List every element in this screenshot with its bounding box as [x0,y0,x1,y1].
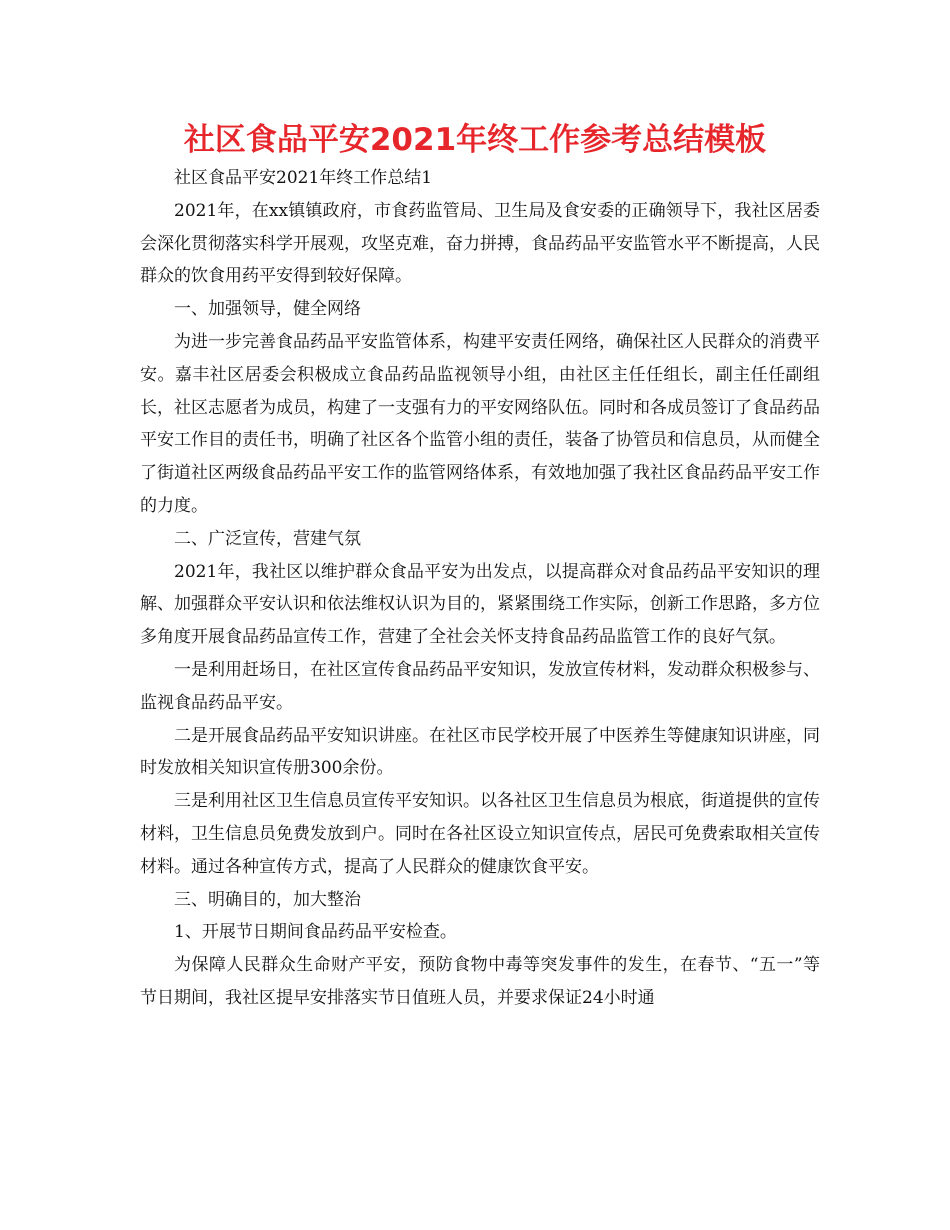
paragraph: 2021年，在xx镇镇政府，市食药监管局、卫生局及食安委的正确领导下，我社区居委会深化贯彻落实科学开展观，攻坚克难，奋力拼搏，食品药品平安监管水平不断提高，人民群众的饮食用药平安得到较好保障。 [140,200,820,287]
paragraph: 为进一步完善食品药品平安监管体系，构建平安责任网络，确保社区人民群众的消费平安。嘉丰社区居委会积极成立食品药品监视领导小组，由社区主任任组长，副主任任副组长，社区志愿者为成员，构建了一支强有力的平安网络队伍。同时和各成员签订了食品药品平安工作目的责任书，明确了社区各个监管小组的责任，装备了协管员和信息员，从而健全了街道社区两级食品药品平安工作的监管网络体系，有效地加强了我社区食品药品平安工作的力度。 [140,331,820,516]
section-heading: 二、广泛宣传，营建气氛 [174,528,361,549]
paragraph: 二是开展食品药品平安知识讲座。在社区市民学校开展了中医养生等健康知识讲座，同时发放相关知识宣传册300余份。 [140,725,820,779]
section-heading: 一、加强领导，健全网络 [174,299,361,320]
paragraph: 2021年，我社区以维护群众食品平安为出发点，以提高群众对食品药品平安知识的理解、加强群众平安认识和依法维权认识为目的，紧紧围绕工作实际，创新工作思路，多方位多角度开展食品药品宣传工作，营建了全社会关怀支持食品药品监管工作的良好气氛。 [140,561,820,648]
document-body [140,162,820,1015]
section-heading: 三、明确目的，加大整治 [174,889,361,910]
document-title: 社区食品平安2021年终工作参考总结模板 [183,122,767,158]
paragraph: 三是利用社区卫生信息员宣传平安知识。以各社区卫生信息员为根底，街道提供的宣传材料，卫生信息员免费发放到户。同时在各社区设立知识宣传点，居民可免费索取相关宣传材料。通过各种宣传方式，提高了人民群众的健康饮食平安。 [140,791,820,877]
section-heading: 社区食品平安2021年终工作总结1 [174,168,433,188]
paragraph: 一是利用赶场日，在社区宣传食品药品平安知识，发放宣传材料，发动群众积极参与、监视食品药品平安。 [140,659,820,713]
sub-heading: 1、开展节日期间食品药品平安检查。 [174,922,457,943]
paragraph: 为保障人民群众生命财产平安，预防食物中毒等突发事件的发生，在春节、“五一”等节日期间，我社区提早安排落实节日值班人员，并要求保证24小时通 [140,955,820,1008]
